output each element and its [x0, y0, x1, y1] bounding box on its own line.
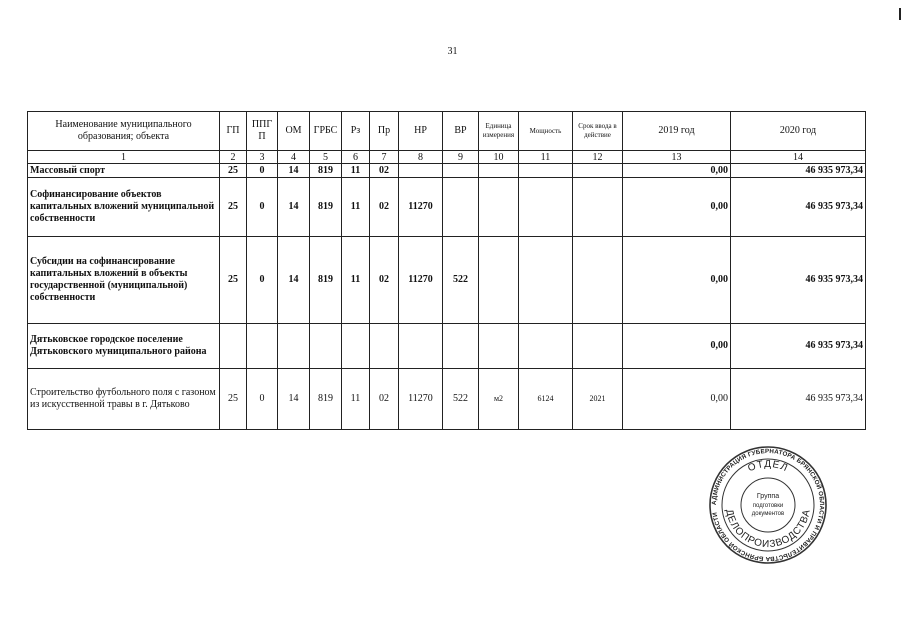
header-vr: ВР — [443, 112, 479, 151]
cell-vr — [443, 164, 479, 178]
cell-nr — [399, 324, 443, 369]
cell-unit — [479, 178, 519, 237]
cell-vr — [443, 178, 479, 237]
stamp-center-line: Группа — [756, 493, 780, 500]
cell-ppgp: 0 — [247, 178, 278, 237]
header-name: Наименование муниципального образования; объекта — [28, 112, 220, 151]
column-number: 5 — [310, 151, 342, 164]
stamp-dept-top: ОТДЕЛ — [746, 458, 790, 475]
page-number: 31 — [447, 46, 458, 57]
table-row — [28, 178, 866, 237]
header-nr: НР — [399, 112, 443, 151]
column-number: 11 — [519, 151, 573, 164]
table-row — [28, 237, 866, 324]
cell-capacity: 6124 — [519, 369, 573, 430]
cell-2019: 0,00 — [623, 237, 731, 324]
header-unit: Единица измерения — [479, 112, 519, 151]
cell-name: Субсидии на софинансирование капитальных вложений в объекты государственной (муниципальной) собственности — [28, 237, 220, 324]
cell-pr: 02 — [370, 369, 399, 430]
header-row — [28, 112, 866, 151]
column-number: 1 — [28, 151, 220, 164]
header-rz: Рз — [342, 112, 370, 151]
cell-vr: 522 — [443, 369, 479, 430]
table-row — [28, 164, 866, 178]
cell-ppgp: 0 — [247, 237, 278, 324]
cell-name: Дятьковское городское поселение Дятьковского муниципального района — [28, 324, 220, 369]
column-number: 2 — [220, 151, 247, 164]
cell-rz: 11 — [342, 369, 370, 430]
cell-term — [573, 324, 623, 369]
header-gp: ГП — [220, 112, 247, 151]
cell-rz: 11 — [342, 237, 370, 324]
cell-term — [573, 178, 623, 237]
column-number: 13 — [623, 151, 731, 164]
cell-2020: 46 935 973,34 — [731, 164, 866, 178]
cell-pr: 02 — [370, 164, 399, 178]
cell-grbs: 819 — [310, 164, 342, 178]
column-number: 8 — [399, 151, 443, 164]
column-number: 3 — [247, 151, 278, 164]
cell-capacity — [519, 178, 573, 237]
table-row — [28, 324, 866, 369]
cell-ppgp: 0 — [247, 369, 278, 430]
header-pr: Пр — [370, 112, 399, 151]
cell-om: 14 — [278, 369, 310, 430]
cell-rz: 11 — [342, 164, 370, 178]
cell-pr: 02 — [370, 237, 399, 324]
column-number-row — [28, 151, 866, 164]
header-om: ОМ — [278, 112, 310, 151]
cell-term — [573, 164, 623, 178]
cell-2020: 46 935 973,34 — [731, 369, 866, 430]
header-capacity: Мощность — [519, 112, 573, 151]
header-2019: 2019 год — [623, 112, 731, 151]
column-number: 12 — [573, 151, 623, 164]
cell-nr: 11270 — [399, 237, 443, 324]
edge-mark — [899, 8, 901, 20]
cell-grbs: 819 — [310, 178, 342, 237]
cell-2020: 46 935 973,34 — [731, 324, 866, 369]
cell-nr: 11270 — [399, 178, 443, 237]
cell-2020: 46 935 973,34 — [731, 237, 866, 324]
cell-pr: 02 — [370, 178, 399, 237]
cell-grbs: 819 — [310, 369, 342, 430]
cell-name: Софинансирование объектов капитальных вложений муниципальной собственности — [28, 178, 220, 237]
cell-om: 14 — [278, 178, 310, 237]
cell-ppgp — [247, 324, 278, 369]
cell-gp: 25 — [220, 237, 247, 324]
header-ppgp: ППГ П — [247, 112, 278, 151]
cell-2019: 0,00 — [623, 324, 731, 369]
cell-2019: 0,00 — [623, 164, 731, 178]
stamp-outer-text: АДМИНИСТРАЦИЯ ГУБЕРНАТОРА БРЯНСКОЙ ОБЛАСТИ И ПРАВИТЕЛЬСТВА БРЯНСКОЙ ОБЛАСТИ — [710, 447, 826, 563]
cell-pr — [370, 324, 399, 369]
stamp-center-line: подготовки — [752, 503, 784, 509]
budget-table — [27, 111, 866, 430]
cell-nr: 11270 — [399, 369, 443, 430]
column-number: 7 — [370, 151, 399, 164]
cell-ppgp: 0 — [247, 164, 278, 178]
cell-capacity — [519, 237, 573, 324]
cell-term: 2021 — [573, 369, 623, 430]
cell-gp — [220, 324, 247, 369]
column-number: 6 — [342, 151, 370, 164]
cell-capacity — [519, 164, 573, 178]
cell-2020: 46 935 973,34 — [731, 178, 866, 237]
cell-nr — [399, 164, 443, 178]
cell-om: 14 — [278, 237, 310, 324]
cell-unit — [479, 324, 519, 369]
cell-vr: 522 — [443, 237, 479, 324]
cell-grbs: 819 — [310, 237, 342, 324]
cell-rz: 11 — [342, 178, 370, 237]
column-number: 9 — [443, 151, 479, 164]
cell-unit: м2 — [479, 369, 519, 430]
stamp-center-line: документов — [751, 511, 785, 517]
official-stamp — [708, 445, 828, 565]
cell-rz — [342, 324, 370, 369]
cell-om: 14 — [278, 164, 310, 178]
cell-vr — [443, 324, 479, 369]
stamp-dept-bottom: ДЕЛОПРОИЗВОДСТВА — [723, 508, 813, 551]
cell-unit — [479, 237, 519, 324]
column-number: 4 — [278, 151, 310, 164]
cell-grbs — [310, 324, 342, 369]
table-row — [28, 369, 866, 430]
cell-gp: 25 — [220, 178, 247, 237]
cell-name: Строительство футбольного поля с газоном из искусственной травы в г. Дятьково — [28, 369, 220, 430]
cell-om — [278, 324, 310, 369]
header-2020: 2020 год — [731, 112, 866, 151]
cell-2019: 0,00 — [623, 369, 731, 430]
cell-term — [573, 237, 623, 324]
cell-2019: 0,00 — [623, 178, 731, 237]
cell-capacity — [519, 324, 573, 369]
cell-gp: 25 — [220, 164, 247, 178]
column-number: 14 — [731, 151, 866, 164]
cell-name: Массовый спорт — [28, 164, 220, 178]
header-grbs: ГРБС — [310, 112, 342, 151]
header-term: Срок ввода в действие — [573, 112, 623, 151]
column-number: 10 — [479, 151, 519, 164]
cell-unit — [479, 164, 519, 178]
cell-gp: 25 — [220, 369, 247, 430]
